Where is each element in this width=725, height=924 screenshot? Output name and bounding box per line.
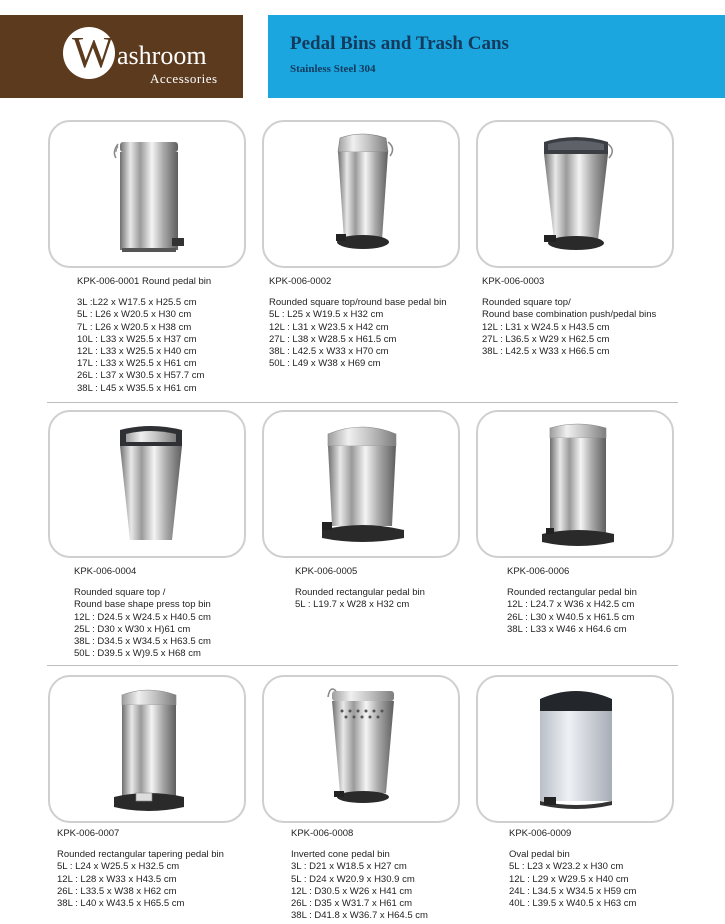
brand-subtitle: Accessories <box>150 71 218 86</box>
tapering-pedal-bin-icon <box>50 677 244 821</box>
product-size: 12L : D30.5 x W26 x H41 cm <box>291 885 413 897</box>
product-description: Rounded square top / <box>74 587 166 599</box>
product-size: 50L : D39.5 x W)9.5 x H68 cm <box>74 648 201 660</box>
product-description: Rounded rectangular pedal bin <box>507 587 637 599</box>
product-size: 40L : L39.5 x W40.5 x H63 cm <box>509 898 637 910</box>
product-size: 7L : L26 x W20.5 x H38 cm <box>77 321 192 333</box>
product-size: 12L : L24.7 x W36 x H42.5 cm <box>507 599 635 611</box>
combination-push-pedal-bin-icon <box>478 122 672 266</box>
product-image-card <box>48 675 246 823</box>
product-info <box>509 828 636 910</box>
product-info <box>74 566 211 660</box>
product-size: 38L : D41.8 x W36.7 x H64.5 cm <box>291 910 428 922</box>
product-description: Round base shape press top bin <box>74 599 211 611</box>
product-code: KPK-006-0009 <box>509 828 572 839</box>
product-image-card <box>262 675 460 823</box>
product-size: 38L : L45 x W35.5 x H61 cm <box>77 382 197 394</box>
product-description: Oval pedal bin <box>509 849 570 861</box>
product-image-card <box>476 120 674 268</box>
product-size: 17L : L33 x W25.5 x H61 cm <box>77 358 197 370</box>
product-code: KPK-006-0004 <box>74 566 137 577</box>
product-size: 27L : L38 x W28.5 x H61.5 cm <box>269 333 397 345</box>
product-size: 38L : L42.5 x W33 x H66.5 cm <box>482 346 610 358</box>
product-size: 26L : L37 x W30.5 x H57.7 cm <box>77 370 205 382</box>
product-size: 24L : L34.5 x W34.5 x H59 cm <box>509 885 637 897</box>
product-info <box>269 276 446 370</box>
product-size: 5L : L25 x W19.5 x H32 cm <box>269 309 384 321</box>
row-divider <box>47 665 678 666</box>
product-info <box>291 828 428 922</box>
product-size: 38L : L40 x W43.5 x H65.5 cm <box>57 898 185 910</box>
product-size: 5L : D24 x W20.9 x H30.9 cm <box>291 873 415 885</box>
round-pedal-bin-icon <box>50 122 244 266</box>
product-size: 12L : L31 x W24.5 x H43.5 cm <box>482 321 610 333</box>
brand-banner <box>0 15 243 98</box>
product-size: 27L : L36.5 x W29 x H62.5 cm <box>482 333 610 345</box>
product-description: Inverted cone pedal bin <box>291 849 390 861</box>
product-image-card <box>262 410 460 558</box>
product-size: 38L : L33 x W46 x H64.6 cm <box>507 623 627 635</box>
inverted-cone-pedal-bin-icon <box>264 677 458 821</box>
product-size: 26L : L30 x W40.5 x H61.5 cm <box>507 611 635 623</box>
product-description: Round base combination push/pedal bins <box>482 309 657 321</box>
product-size: 5L : L19.7 x W28 x H32 cm <box>295 599 410 611</box>
product-size: 26L : D35 x W31.7 x H61 cm <box>291 898 413 910</box>
product-description: Rounded square top/ <box>482 297 571 309</box>
rounded-rectangular-pedal-bin-icon <box>264 412 458 556</box>
product-size: 26L : L33.5 x W38 x H62 cm <box>57 885 177 897</box>
product-size: 12L : L29 x W29.5 x H40 cm <box>509 873 629 885</box>
product-size: 12L : L33 x W25.5 x H40 cm <box>77 346 197 358</box>
product-size: 10L : L33 x W25.5 x H37 cm <box>77 333 197 345</box>
product-info <box>507 566 637 636</box>
product-size: 3L :L22 x W17.5 x H25.5 cm <box>77 297 197 309</box>
product-image-card <box>48 120 246 268</box>
product-code: KPK-006-0005 <box>295 566 358 577</box>
brand-initial: W <box>72 28 114 77</box>
product-image-card <box>476 675 674 823</box>
product-description: Rounded rectangular tapering pedal bin <box>57 849 224 861</box>
product-info <box>77 276 211 395</box>
product-size: 50L : L49 x W38 x H69 cm <box>269 358 381 370</box>
product-size: 5L : L24 x W25.5 x H32.5 cm <box>57 861 180 873</box>
product-code: KPK-006-0003 <box>482 276 545 287</box>
page-title: Pedal Bins and Trash Cans <box>290 33 509 54</box>
product-size: 12L : L31 x W23.5 x H42 cm <box>269 321 389 333</box>
product-info <box>482 276 656 358</box>
product-size: 12L : D24.5 x W24.5 x H40.5 cm <box>74 611 211 623</box>
product-size: 5L : L26 x W20.5 x H30 cm <box>77 309 192 321</box>
product-size: 5L : L23 x W23.2 x H30 cm <box>509 861 624 873</box>
product-info <box>295 566 425 612</box>
rounded-square-top-pedal-bin-icon <box>264 122 458 266</box>
oval-pedal-bin-icon <box>478 677 672 821</box>
product-description: Rounded square top/round base pedal bin <box>269 297 447 309</box>
title-banner <box>268 15 725 98</box>
product-size: 38L : L42.5 x W33 x H70 cm <box>269 346 389 358</box>
product-info <box>57 828 224 910</box>
product-code: KPK-006-0001 Round pedal bin <box>77 276 212 287</box>
page-subtitle: Stainless Steel 304 <box>290 63 376 75</box>
product-size: 12L : L28 x W33 x H43.5 cm <box>57 873 177 885</box>
product-image-card <box>48 410 246 558</box>
product-size: 3L : D21 x W18.5 x H27 cm <box>291 861 407 873</box>
press-top-bin-icon <box>50 412 244 556</box>
product-image-card <box>262 120 460 268</box>
product-image-card <box>476 410 674 558</box>
product-code: KPK-006-0008 <box>291 828 354 839</box>
row-divider <box>47 402 678 403</box>
product-description: Rounded rectangular pedal bin <box>295 587 425 599</box>
product-size: 25L : D30 x W30 x H)61 cm <box>74 623 191 635</box>
product-code: KPK-006-0006 <box>507 566 570 577</box>
product-code: KPK-006-0002 <box>269 276 332 287</box>
brand-word: ashroom <box>117 41 207 70</box>
rounded-rectangular-pedal-bin-icon <box>478 412 672 556</box>
product-code: KPK-006-0007 <box>57 828 120 839</box>
product-size: 38L : D34.5 x W34.5 x H63.5 cm <box>74 636 211 648</box>
